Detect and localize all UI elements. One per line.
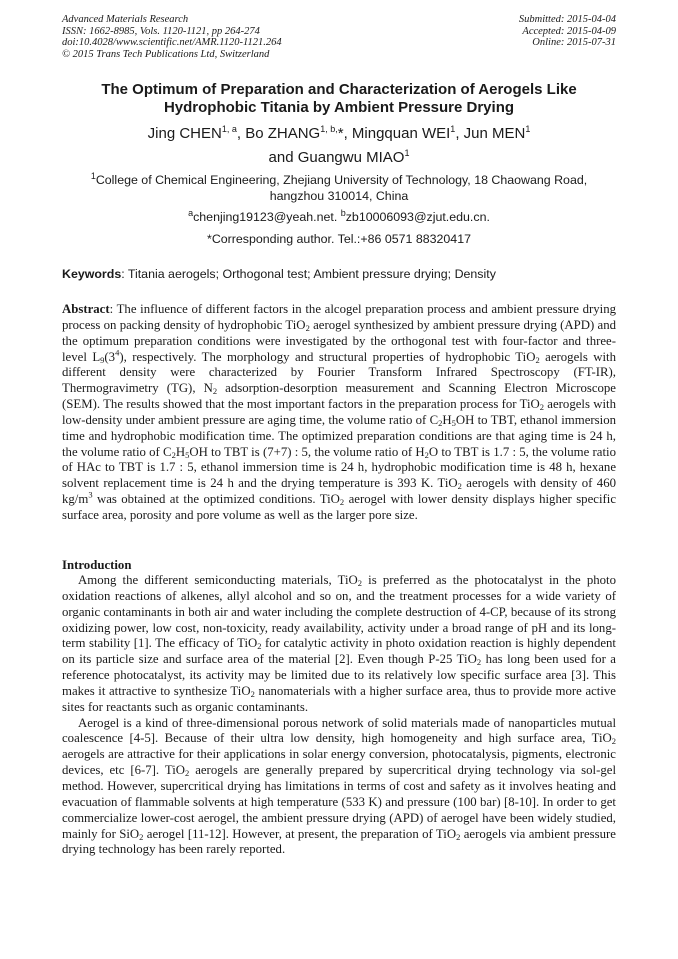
submitted-date: Submitted: 2015-04-04 [518,14,616,25]
subscript: 2 [185,768,190,779]
subscript: 2 [339,497,345,508]
subscript: 2 [250,688,255,699]
affiliation-sup: 1 [90,170,96,181]
subscript: 2 [212,386,218,397]
intro-text: aerogels are attractive for their applications in solar energy conversion, photocatalysis, pigments, electronic devices, etc [6-7]. TiO [62,747,616,778]
intro-text: aerogel [11-12]. However, at present, the preparation of TiO [143,826,457,841]
author-list: Jing CHEN$^{1, a}$, Bo $ZHANG^{1, b,}*$, Mingquan WEI$^1$, Jun MEN$^1$ and Guangwu MIAO$^1$ [147,124,531,166]
abstract-text: OH to TBT is (7+7) : 5, the volume ratio of H [189,444,425,459]
title-line-2: Hydrophobic Titania by Ambient Pressure Drying [163,99,515,116]
abstract-text: aerogel synthesized by ambient pressure drying (APD) and the optimum preparation conditions were investigated by the orthogonal test with four-factor and three-level L [62,317,617,364]
subscript: 5 [451,417,456,428]
abstract-text: (3 [104,349,116,364]
superscript: 3 [88,489,93,500]
abstract-text: adsorption-desorption measurement and Scanning Electron Microscope (SEM). The results showed that the most important factors in the preparation process for TiO [62,381,616,412]
email-b-sup: b [340,207,346,218]
author-4: Jun MEN [463,125,526,142]
paper-title [62,81,616,117]
corresponding-author: *Corresponding author. Tel.:+86 0571 88320417 [207,232,471,246]
keywords [62,266,616,282]
abstract-text: : The influence of different factors in the alcogel preparation process and ambient pressure drying process on packing density of hydrophobic TiO [62,302,616,332]
abstract-label: Abstract [62,302,110,316]
author-2-sup: 1, b, [320,124,338,134]
abstract-text: ), respectively. The morphology and structural properties of hydrophobic TiO [119,349,536,364]
email-a: chenjing19123@yeah.net. [193,210,338,224]
subscript: 2 [438,417,443,428]
intro-text: Among the different semiconducting materials, TiO [78,573,358,587]
abstract-text: aerogels with different density were characterized by Fourier Transform Infrared Spectroscopy (FT-IR), Thermogravimetry (TG), N [62,349,616,396]
subscript: 5 [185,449,190,460]
subscript: 2 [171,449,176,460]
author-conj: and [268,149,294,166]
author-1: Jing CHEN [147,125,222,142]
introduction-paragraph-1 [62,573,616,716]
abstract-text: O to TBT is 1.7 : 5, the volume ratio of HAc to TBT is 1.7 : 5, ethanol immersion time is 24 h, hydrophobic modification time is 48 h, hexane solvent replacement time is 24 h and the drying temperature is 393 K. TiO [62,444,616,491]
abstract-text: was obtained at the optimized conditions. TiO [92,492,340,507]
intro-text: aerogels via ambient pressure drying technology has been rarely reported. [62,826,616,857]
affiliation-line-2: hangzhou 310014, China [269,189,409,203]
subscript: 2 [305,322,310,333]
email-a-sup: a [188,207,194,218]
author-5-sup: 1 [404,148,410,158]
author-2: Bo ZHANG [245,125,321,142]
author-3: Mingquan WEI [351,125,451,142]
author-4-sup: 1 [525,124,531,134]
subscript: 2 [457,481,462,492]
subscript: 2 [535,354,540,365]
online-date: Online: 2015-07-31 [532,37,616,49]
subscript: 9 [100,354,105,365]
journal-name: Advanced Materials Research [62,14,189,25]
author-5: Guangwu MIAO [297,149,405,166]
introduction-heading: Introduction [62,558,132,572]
keywords-text: : Titania aerogels; Orthogonal test; Ambient pressure drying; Density [121,267,496,281]
journal-header-left [62,14,282,60]
subscript: 2 [424,449,429,460]
author-emails [62,209,616,225]
intro-text: has long been used for a reference photocatalyst, its activity may be limited due to its relatively low specific surface area [3]. This makes it attractive to synthesize TiO [62,652,616,698]
abstract [62,302,616,524]
introduction-body [62,573,616,858]
subscript: 2 [611,736,616,747]
intro-text: for catalytic activity in photo oxidation reaction is highly dependent on its particle size and surface area of the material [2]. Even though P-25 TiO [62,636,616,667]
abstract-text: OH to TBT, ethanol immersion time and hydrophobic modification time. The optimized preparation conditions are that aging time is 24 h, the volume ratio of C [62,412,616,459]
author-3-sup: 1 [450,124,456,134]
subscript: 2 [456,831,461,842]
superscript: 4 [115,347,120,358]
issn-line: ISSN: 1662-8985, Vols. 1120-1121, pp 264-274 [62,25,260,37]
journal-header-right [519,14,616,49]
abstract-text: H [175,444,186,459]
subscript: 2 [139,831,144,842]
intro-text: aerogels are generally prepared by supercritical drying technology via sol-gel method. However, supercritical drying has limitations in terms of cost and safety as it involves heating and evacuation of flammable solvents at high temperature (533 K) and pressure (100 bar) [8-10]. In order to get commercialize lower-cost aerogel, the ambient pressure drying (APD) of aerogel have been widely studied, mainly for SiO [62,763,616,841]
abstract-text: aerogels with density of 460 kg/m [62,476,616,507]
intro-text: Aerogel is a kind of three-dimensional porous network of solid materials made of nanoparticles mutual coalescence [4-5]. Because of their ultra low density, high homogeneity and high surface area, TiO [62,715,616,746]
subscript: 2 [357,578,362,588]
affiliation-line-1: College of Chemical Engineering, Zhejiang University of Technology, 18 Chaowang Road, [95,173,588,187]
keywords-label: Keywords [62,267,122,281]
accepted-date: Accepted: 2015-04-09 [522,25,616,37]
corresponding-star: * [337,125,344,142]
affiliation [62,172,616,204]
subscript: 2 [476,657,482,668]
email-b: zb10006093@zjut.edu.cn. [345,210,490,224]
subscript: 2 [257,641,262,652]
intro-text: is preferred as the photocatalyst in the photo oxidation reactions of alkenes, allyl alcohol and so on, and the treatment processes for a wide variety of organic contaminants in both air and water including the complete destruction of 4-CP, because of its strong oxidizing power, low cost, non-toxicity, ready availability, activity under a broad range of pH and its long-term stability [1]. The efficacy of TiO [62,573,617,651]
intro-text: nanomaterials with a higher surface area, thus to provide more active sites for reactants such as organic contaminants. [62,683,616,714]
introduction-paragraph-2 [62,716,616,859]
abstract-text: H [442,412,452,427]
abstract-text: aerogels with low-density under ambient pressure are aging time, the volume ratio of C [62,397,616,427]
author-1-sup: 1, a [221,124,237,134]
doi-line: doi:10.4028/www.scientific.net/AMR.1120-1121.264 [62,37,282,49]
abstract-text: aerogel with lower density displays higher specific surface area, porosity and pore volume as well as the larger pore size. [62,492,616,522]
subscript: 2 [539,402,544,413]
copyright-line: © 2015 Trans Tech Publications Ltd, Switzerland [62,48,270,60]
title-line-1: The Optimum of Preparation and Characterization of Aerogels Like [101,81,577,98]
